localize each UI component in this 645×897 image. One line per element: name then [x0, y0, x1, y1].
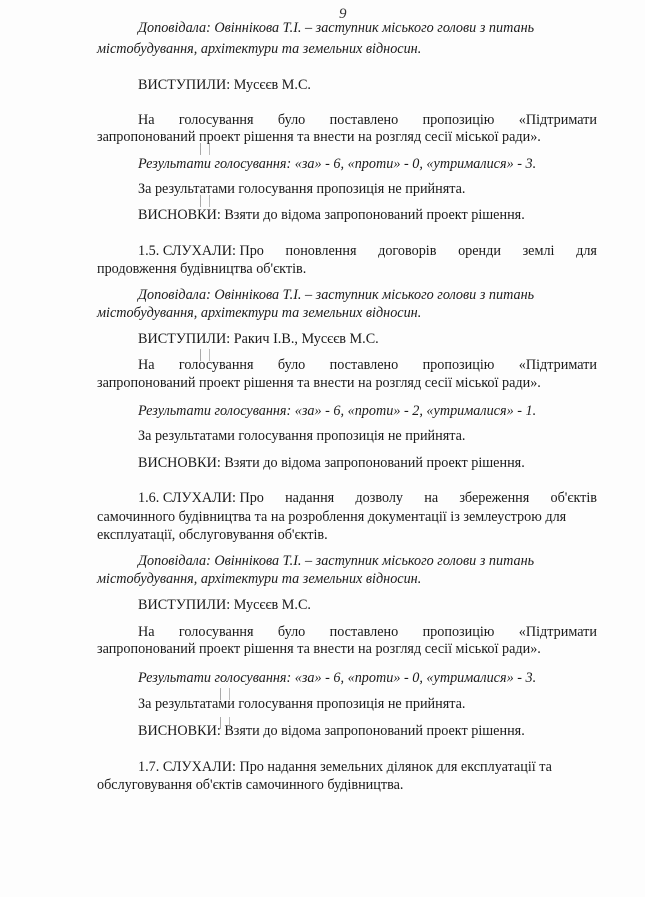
section-1-5-speakers: ВИСТУПИЛИ: Ракич І.В., Мусєєв М.С. — [138, 331, 379, 347]
section-1-5-speaker-line-2: містобудування, архітектури та земельних відносин. — [97, 305, 422, 321]
section-1-5-proposal-line-2: запропонований проект рішення та внести на розгляд сесії міської ради». — [97, 375, 541, 391]
scan-mark — [200, 143, 210, 155]
scan-mark — [220, 717, 230, 729]
section-1-6-speakers: ВИСТУПИЛИ: Мусєєв М.С. — [138, 597, 311, 613]
speakers: ВИСТУПИЛИ: Мусєєв М.С. — [138, 77, 311, 93]
section-1-7-heading-line-1: 1.7. СЛУХАЛИ: Про надання земельних ділянок для експлуатації та — [138, 759, 552, 775]
page-number: 9 — [339, 6, 347, 22]
section-1-6-proposal-line-1: На голосування було поставлено пропозицію «Підтримати — [138, 624, 597, 640]
section-1-6-heading-line-2: самочинного будівництва та на розроблення документації із землеустрою для — [97, 509, 567, 525]
section-1-5-vote-outcome: За результатами голосування пропозиція не прийнята. — [138, 428, 466, 444]
section-1-5-heading-line-1: 1.5. СЛУХАЛИ: Про поновлення договорів оренди землі для — [138, 243, 597, 259]
scan-mark — [220, 688, 230, 700]
vote-outcome: За результатами голосування пропозиція не прийнята. — [138, 181, 466, 197]
proposal-line-2: запропонований проект рішення та внести на розгляд сесії міської ради». — [97, 129, 541, 145]
speaker-line-1: Доповідала: Овіннікова Т.І. – заступник міського голови з питань — [138, 20, 535, 36]
section-1-6-speaker-line-1: Доповідала: Овіннікова Т.І. – заступник міського голови з питань — [138, 553, 535, 569]
section-1-6-heading-line-1: 1.6. СЛУХАЛИ: Про надання дозволу на збереження об'єктів — [138, 490, 597, 506]
section-1-6-vote-outcome: За результатами голосування пропозиція не прийнята. — [138, 696, 466, 712]
scan-mark — [200, 195, 210, 207]
section-1-6-heading-line-3: експлуатації, обслуговування об'єктів. — [97, 527, 328, 543]
section-1-7-heading-line-2: обслуговування об'єктів самочинного будівництва. — [97, 777, 404, 793]
section-1-5-speaker-line-1: Доповідала: Овіннікова Т.І. – заступник міського голови з питань — [138, 287, 535, 303]
conclusion: ВИСНОВКИ: Взяти до відома запропонований проект рішення. — [138, 207, 525, 223]
section-1-5-conclusion: ВИСНОВКИ: Взяти до відома запропонований проект рішення. — [138, 455, 525, 471]
scan-mark — [200, 349, 210, 361]
vote-results: Результати голосування: «за» - 6, «проти» - 0, «утрималися» - 3. — [138, 156, 537, 172]
section-1-6-vote-results: Результати голосування: «за» - 6, «проти» - 0, «утрималися» - 3. — [138, 670, 537, 686]
proposal-line-1: На голосування було поставлено пропозицію «Підтримати — [138, 112, 597, 128]
section-1-5-vote-results: Результати голосування: «за» - 6, «проти» - 2, «утрималися» - 1. — [138, 403, 537, 419]
speaker-line-2: містобудування, архітектури та земельних відносин. — [97, 41, 422, 57]
section-1-6-proposal-line-2: запропонований проект рішення та внести на розгляд сесії міської ради». — [97, 641, 541, 657]
section-1-5-heading-line-2: продовження будівництва об'єктів. — [97, 261, 307, 277]
section-1-6-conclusion: ВИСНОВКИ: Взяти до відома запропонований проект рішення. — [138, 723, 525, 739]
section-1-5-proposal-line-1: На голосування було поставлено пропозицію «Підтримати — [138, 357, 597, 373]
section-1-6-speaker-line-2: містобудування, архітектури та земельних відносин. — [97, 571, 422, 587]
